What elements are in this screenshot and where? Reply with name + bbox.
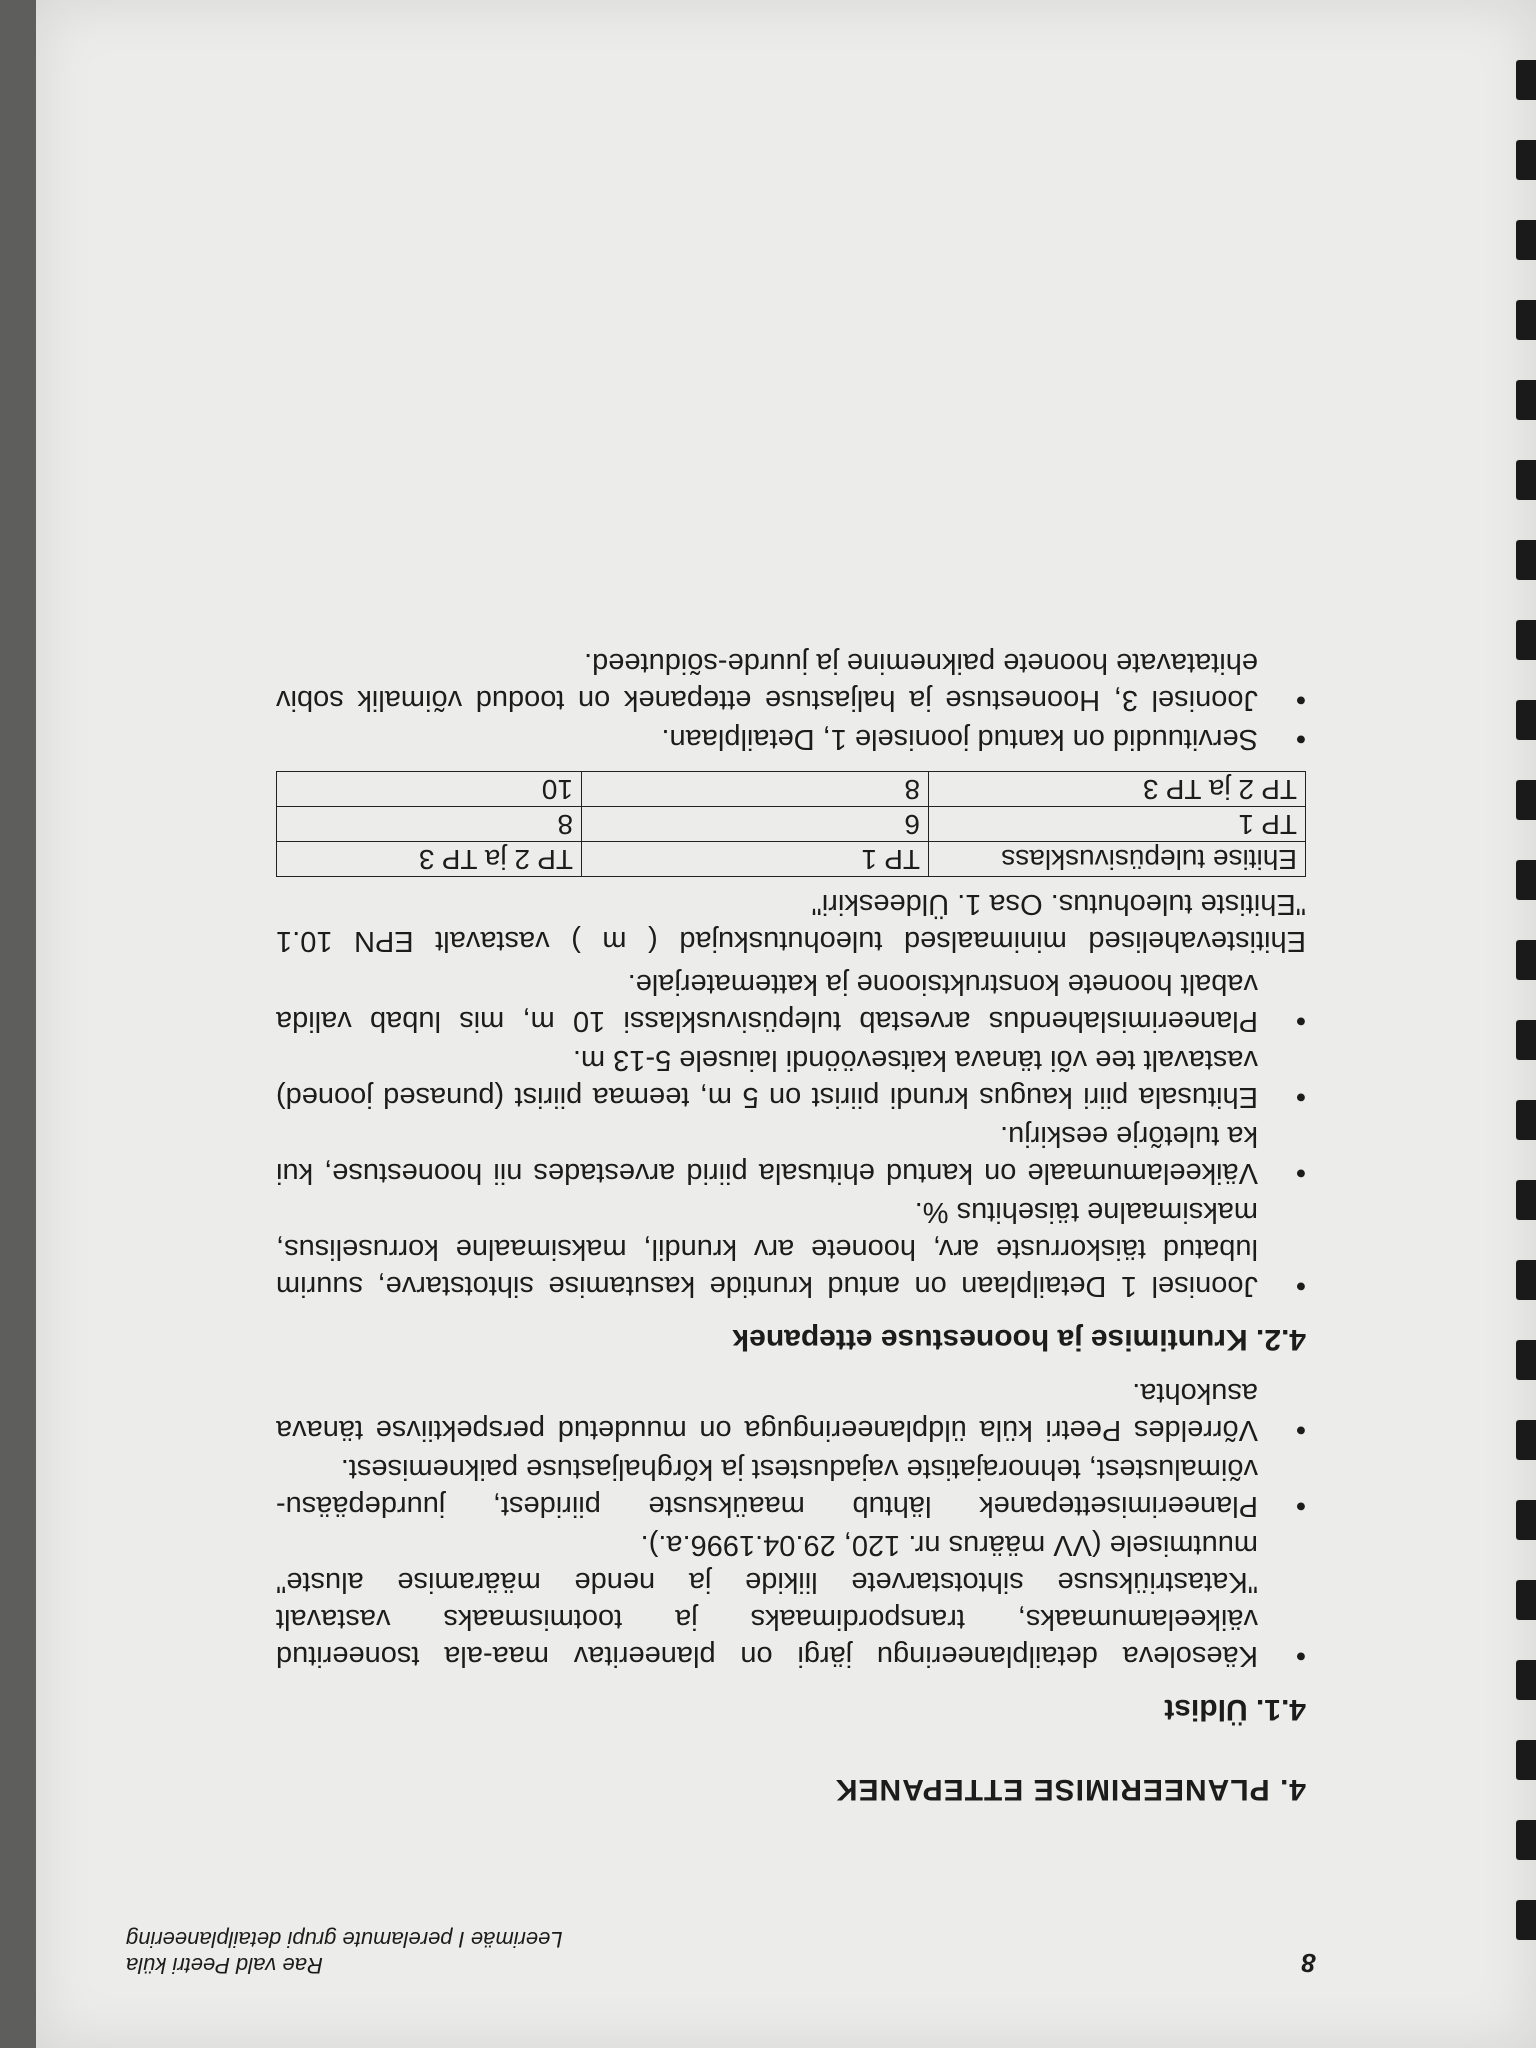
bullet-marker: • bbox=[1295, 1640, 1306, 1672]
bullet-marker: • bbox=[1295, 723, 1306, 755]
table-header-cell: TP 1 bbox=[582, 842, 929, 877]
section-42-bullet-6: Joonisel 3, Hoonestuse ja haljastuse ettepanek on toodud võimalik sobiv ehitatavate hoonete paiknemine ja juurde-sõiduteed. bbox=[276, 647, 1258, 716]
section-42-title: 4.2. Kruntimise ja hoonestuse ettepanek bbox=[732, 1323, 1306, 1356]
bullet-item bbox=[276, 1374, 1306, 1448]
table-header-cell: Ehitise tulepüsivusklass bbox=[929, 842, 1306, 877]
page-header bbox=[126, 1926, 1316, 1978]
bullet-item bbox=[276, 1450, 1306, 1524]
fire-safety-paragraph: Ehitistevahelised minimaalsed tuleohutuskujad ( m ) vastavalt EPN 10.1 "Ehitiste tuleohutus. Osa 1. Üldeeskiri" bbox=[276, 888, 1306, 957]
bullet-marker: • bbox=[1295, 1414, 1306, 1446]
bullet-marker: • bbox=[1295, 1005, 1306, 1037]
header-lines bbox=[126, 1926, 563, 1978]
header-location: Rae vald Peetri küla bbox=[126, 1953, 323, 1978]
bullet-item bbox=[276, 720, 1306, 757]
section-41-bullet-2: Planeerimisettepanek lähtub maaüksuste piiridest, juurdepääsu-võimalustest, tehnorajatiste vajadustest ja kõrghaljastuse paiknemisest. bbox=[276, 1453, 1258, 1522]
page-text-flow bbox=[36, 0, 1536, 2048]
header-project: Leerimäe I perelamute grupi detailplaneering bbox=[126, 1927, 563, 1952]
bullet-item bbox=[276, 965, 1306, 1039]
bullet-marker: • bbox=[1295, 1081, 1306, 1113]
section-41-title: 4.1. Üldist bbox=[1164, 1693, 1306, 1726]
section-4-title: 4. PLANEERIMISE ETTEPANEK bbox=[834, 1773, 1306, 1806]
bullet-item bbox=[276, 1041, 1306, 1115]
rotated-page-content bbox=[36, 0, 1536, 2048]
fire-distance-table bbox=[276, 771, 1306, 877]
section-42-bullet-2: Väikeelamumaale on kantud ehitusala piirid arvestades nii hoonestuse, kui ka tuletõrje eeskirju. bbox=[276, 1120, 1258, 1189]
table-cell: 8 bbox=[277, 807, 582, 842]
table-row bbox=[277, 772, 1306, 807]
table-cell: TP 1 bbox=[929, 807, 1306, 842]
bullet-marker: • bbox=[1295, 684, 1306, 716]
section-42-bullet-4: Planeerimislahendus arvestab tulepüsivusklassi 10 m, mis lubab valida vabalt hoonete konstruktsioone ja kattematerjale. bbox=[276, 968, 1258, 1037]
table-cell: 10 bbox=[277, 772, 582, 807]
bullet-item bbox=[276, 1526, 1306, 1674]
table-header-row bbox=[277, 842, 1306, 877]
section-42-bullet-3: Ehitusala piiri kaugus krundi piirist on 5 m, teemaa piirist (punased jooned) vastavalt tee või tänava kaitsevööndi laiusele 5-13 m. bbox=[276, 1044, 1258, 1113]
section-41-bullet-3: Võrreldes Peetri küla üldplaneeringuga on muudetud perspektiivse tänava asukohta. bbox=[276, 1377, 1258, 1446]
table-cell: 6 bbox=[582, 807, 929, 842]
table-cell: 8 bbox=[582, 772, 929, 807]
table-header-cell: TP 2 ja TP 3 bbox=[277, 842, 582, 877]
table-cell: TP 2 ja TP 3 bbox=[929, 772, 1306, 807]
bullet-marker: • bbox=[1295, 1157, 1306, 1189]
bullet-marker: • bbox=[1295, 1490, 1306, 1522]
bullet-item bbox=[276, 1193, 1306, 1304]
bullet-item bbox=[276, 1117, 1306, 1191]
bullet-item bbox=[276, 644, 1306, 718]
bullet-marker: • bbox=[1295, 1270, 1306, 1302]
section-41-bullet-1: Käesoleva detailplaneeringu järgi on planeeritav maa-ala tsoneeritud väikeelamumaaks, transpordimaaks ja tootmismaaks vastavalt "Katastriüksuse sihtotstarvete liikide ja nende määramise aluste" muutmisele (VV määrus nr. 120, 29.04.1996.a.). bbox=[276, 1529, 1258, 1672]
page-number: 8 bbox=[1301, 1948, 1316, 1978]
table-row bbox=[277, 807, 1306, 842]
section-42-bullet-5: Servituudid on kantud joonisele 1, Detailplaan. bbox=[661, 723, 1258, 755]
section-42-bullet-1: Joonisel 1 Detailplaan on antud kruntide kasutamise sihtotstarve, suurim lubatud täiskorruste arv, hoonete arv krundil, maksimaalne korruselisus, maksimaalne täisehitus %. bbox=[276, 1196, 1258, 1302]
